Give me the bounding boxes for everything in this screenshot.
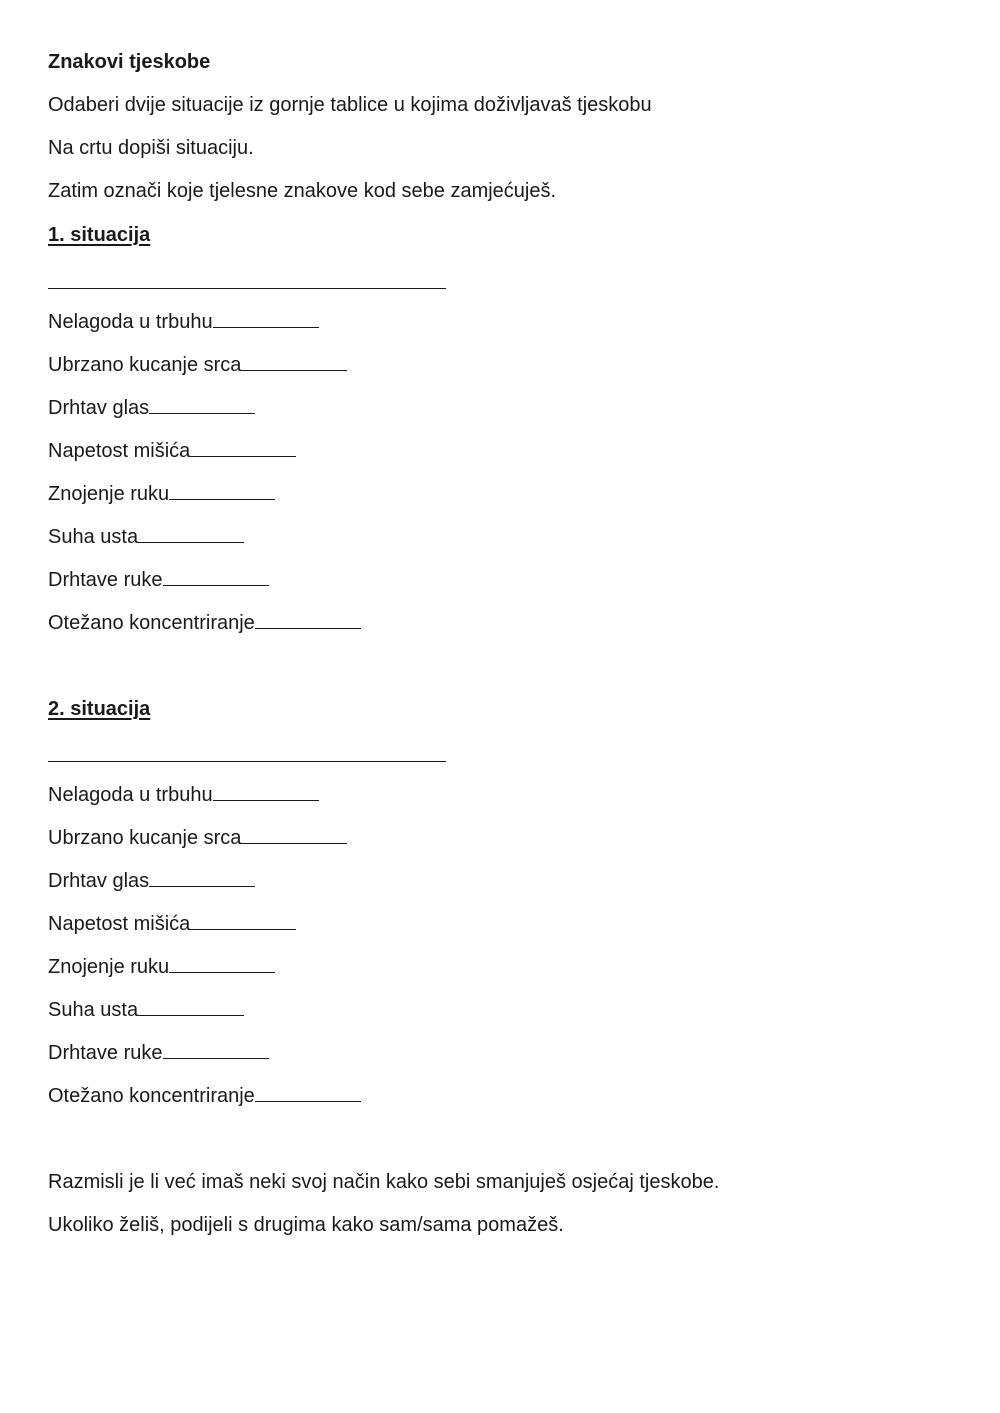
sign-label: Suha usta (48, 526, 139, 548)
sign-label: Suha usta (48, 999, 139, 1021)
section-2-sign (48, 955, 275, 979)
sign-label: Nelagoda u trbuhu (48, 311, 213, 333)
sign-label: Ubrzano kucanje srca (48, 827, 242, 849)
section-2-sign (48, 1041, 269, 1065)
instruction-3: Zatim označi koje tjelesne znakove kod sebe zamjećuješ. (48, 180, 557, 202)
section-1-sign (48, 310, 319, 334)
section-1-situation-line[interactable] (48, 287, 446, 289)
mark-blank[interactable] (241, 353, 347, 371)
sign-label: Drhtav glas (48, 870, 150, 892)
sign-label: Znojenje ruku (48, 483, 170, 505)
sign-label: Ubrzano kucanje srca (48, 354, 242, 376)
closing-2: Ukoliko želiš, podijeli s drugima kako sam/sama pomažeš. (48, 1214, 564, 1236)
section-2-sign (48, 869, 255, 893)
mark-blank[interactable] (169, 482, 275, 500)
mark-blank[interactable] (169, 955, 275, 973)
sign-label: Znojenje ruku (48, 956, 170, 978)
section-2-heading: 2. situacija (48, 698, 151, 720)
sign-label: Drhtave ruke (48, 1042, 163, 1064)
section-2-sign (48, 826, 347, 850)
sign-label: Otežano koncentriranje (48, 1085, 255, 1107)
sign-label: Drhtave ruke (48, 569, 163, 591)
sign-label: Nelagoda u trbuhu (48, 784, 213, 806)
section-1-sign (48, 439, 296, 463)
section-1-sign (48, 482, 275, 506)
mark-blank[interactable] (163, 1041, 269, 1059)
section-1-sign (48, 611, 361, 635)
mark-blank[interactable] (138, 998, 244, 1016)
section-2-sign (48, 998, 244, 1022)
sign-label: Napetost mišića (48, 440, 191, 462)
section-2-sign (48, 1084, 361, 1108)
instruction-1: Odaberi dvije situacije iz gornje tablice u kojima doživljavaš tjeskobu (48, 94, 652, 116)
section-2-situation-line[interactable] (48, 760, 446, 762)
section-1-sign (48, 568, 269, 592)
sign-label: Napetost mišića (48, 913, 191, 935)
mark-blank[interactable] (190, 439, 296, 457)
mark-blank[interactable] (190, 912, 296, 930)
sign-label: Drhtav glas (48, 397, 150, 419)
mark-blank[interactable] (241, 826, 347, 844)
section-1-sign (48, 525, 244, 549)
instruction-2: Na crtu dopiši situaciju. (48, 137, 254, 159)
mark-blank[interactable] (255, 611, 361, 629)
page-title: Znakovi tjeskobe (48, 51, 211, 73)
mark-blank[interactable] (163, 568, 269, 586)
mark-blank[interactable] (149, 396, 255, 414)
section-2-sign (48, 912, 296, 936)
sign-label: Otežano koncentriranje (48, 612, 255, 634)
mark-blank[interactable] (213, 783, 319, 801)
mark-blank[interactable] (213, 310, 319, 328)
section-2-sign (48, 783, 319, 807)
closing-1: Razmisli je li već imaš neki svoj način kako sebi smanjuješ osjećaj tjeskobe. (48, 1171, 720, 1193)
section-1-heading: 1. situacija (48, 224, 151, 246)
section-1-sign (48, 353, 347, 377)
mark-blank[interactable] (255, 1084, 361, 1102)
section-1-sign (48, 396, 255, 420)
mark-blank[interactable] (138, 525, 244, 543)
mark-blank[interactable] (149, 869, 255, 887)
